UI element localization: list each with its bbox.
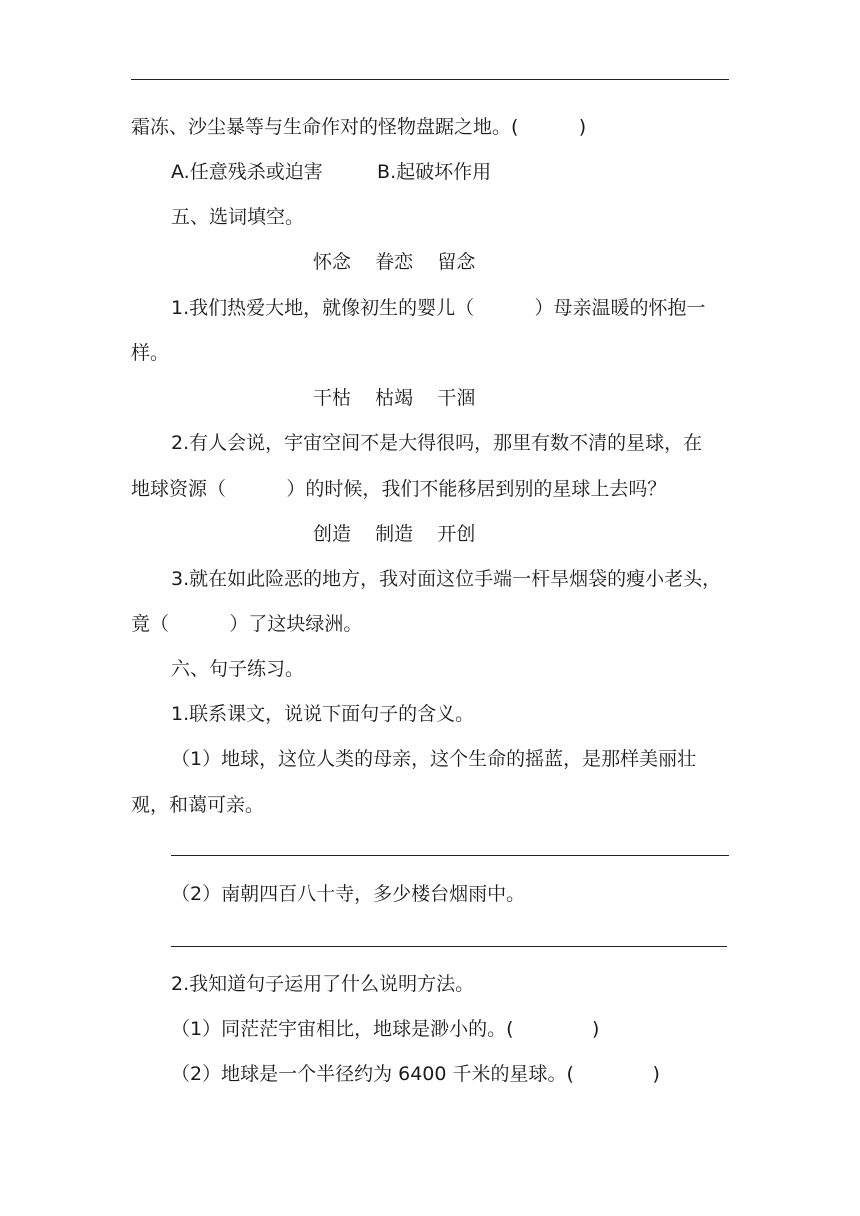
question-line: 1.联系课文，说说下面句子的含义。: [171, 703, 475, 725]
question-line: 样。: [131, 342, 170, 364]
question-line: （1）同茫茫宇宙相比，地球是渺小的。( ): [171, 1018, 600, 1040]
question-line: 2.有人会说，宇宙空间不是大得很吗，那里有数不清的星球，在: [171, 432, 703, 454]
question-line: 1.我们热爱大地，就像初生的婴儿（ ）母亲温暖的怀抱一: [171, 297, 706, 319]
section-heading: 六、句子练习。: [171, 658, 305, 680]
word-choices: 干枯 枯竭 干涸: [313, 387, 476, 409]
answer-line: [171, 946, 727, 947]
word-choices: 怀念 眷恋 留念: [313, 251, 476, 273]
word-choices: 创造 制造 开创: [313, 523, 476, 545]
section-heading: 五、选词填空。: [171, 206, 305, 228]
question-line: 竟（ ）了这块绿洲。: [131, 613, 363, 635]
question-line: （2）地球是一个半径约为 6400 千米的星球。( ): [171, 1063, 660, 1085]
question-line: 3.就在如此险恶的地方，我对面这位手端一杆旱烟袋的瘦小老头，: [171, 568, 722, 590]
text-line: 霜冻、沙尘暴等与生命作对的怪物盘踞之地。( ): [131, 116, 587, 138]
question-line: （1）地球，这位人类的母亲，这个生命的摇蓝，是那样美丽壮: [171, 748, 697, 770]
question-line: 地球资源（ ）的时候，我们不能移居到别的星球上去吗？: [131, 478, 667, 500]
option-line: A.任意残杀或迫害 B.起破坏作用: [171, 161, 492, 183]
answer-line: [171, 855, 729, 856]
question-line: （2）南朝四百八十寺，多少楼台烟雨中。: [171, 883, 526, 905]
top-rule: [131, 79, 729, 80]
question-line: 2.我知道句子运用了什么说明方法。: [171, 973, 475, 995]
question-line: 观，和蔼可亲。: [131, 794, 265, 816]
